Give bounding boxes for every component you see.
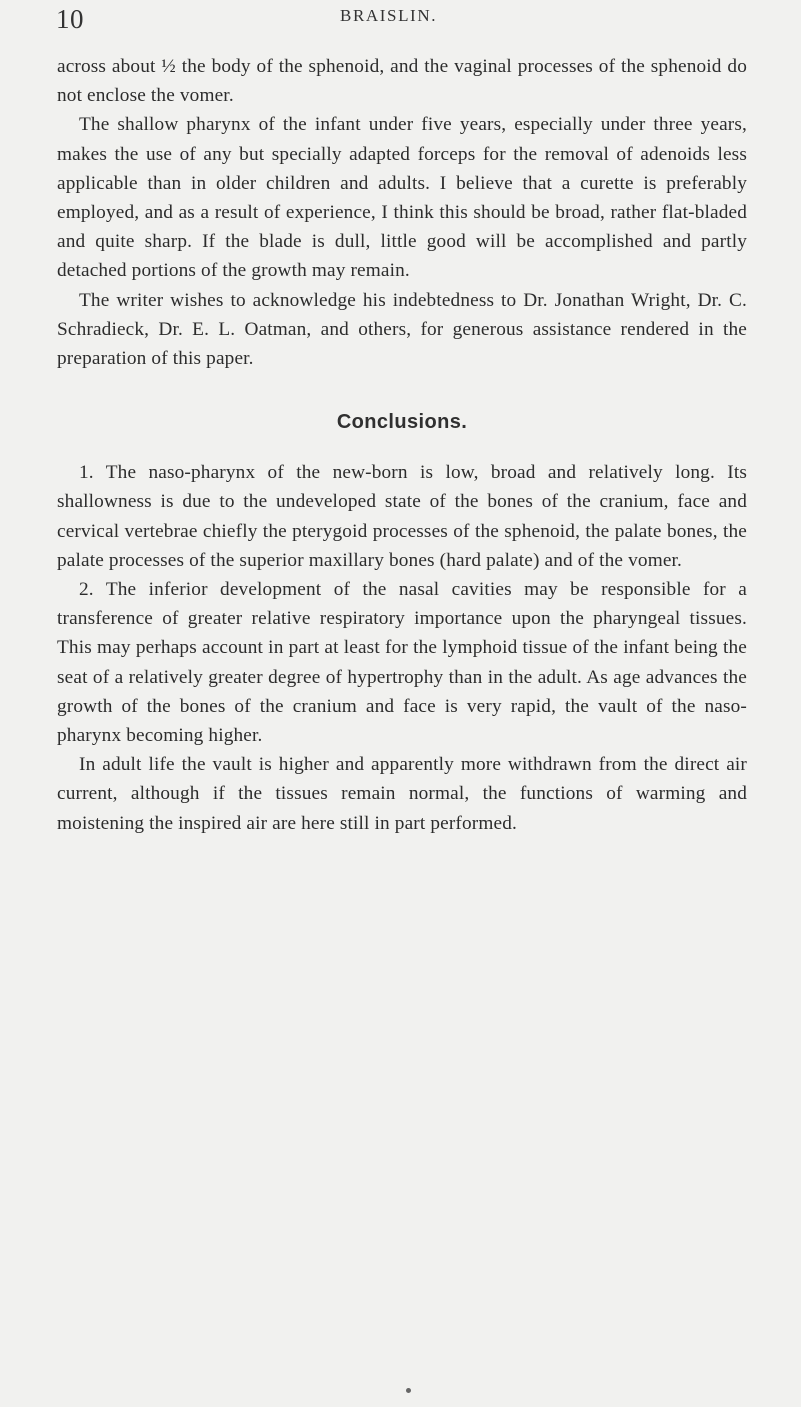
paragraph-acknowledgement: The writer wishes to acknowledge his indebtedness to Dr. Jonathan Wright, Dr. C. Schradieck, Dr. E. L. Oatman, and others, for generous assistance rendered in the preparation of this paper. [57,289,747,370]
running-head: BRAISLIN. [340,6,438,25]
conclusion-item: 2. The inferior development of the nasal cavities may be responsible for a transference of greater relative respiratory importance upon the pharyngeal tissues. This may perhaps account in part at least for the lymphoid tissue of the infant being the seat of a relatively greater degree of hypertrophy than in the adult. As age advances the growth of the bones of the cranium and face is very rapid, the vault of the naso-pharynx becoming higher. [57,579,747,747]
conclusion-item: In adult life the vault is higher and apparently more withdrawn from the direct air current, although if the tissues remain normal, the functions of warming and moistening the inspired air are here still in part performed. [57,754,747,834]
body-text [57,52,747,838]
paragraph-continuation: across about ½ the body of the sphenoid, and the vaginal processes of the sphenoid do not enclose the vomer. [57,56,747,107]
paragraph-forceps: The shallow pharynx of the infant under five years, especially under three years, makes the use of any but specially adapted forceps for the removal of adenoids less applicable than in older children and adults. I believe that a curette is preferably employed, and as a result of experience, I think this should be broad, rather flat-bladed and quite sharp. If the blade is dull, little good will be accomplished and partly detached portions of the growth may remain. [57,114,747,282]
page-number: 10 [56,4,84,34]
conclusion-item: 1. The naso-pharynx of the new-born is low, broad and relatively long. Its shallowness is due to the undeveloped state of the bones of the cranium, face and cervical vertebrae chiefly the pterygoid processes of the sphenoid, the palate bones, the palate processes of the superior maxillary bones (hard palate) and of the vomer. [57,462,747,571]
conclusions-heading: Conclusions. [336,411,468,434]
print-mark [406,1388,411,1393]
